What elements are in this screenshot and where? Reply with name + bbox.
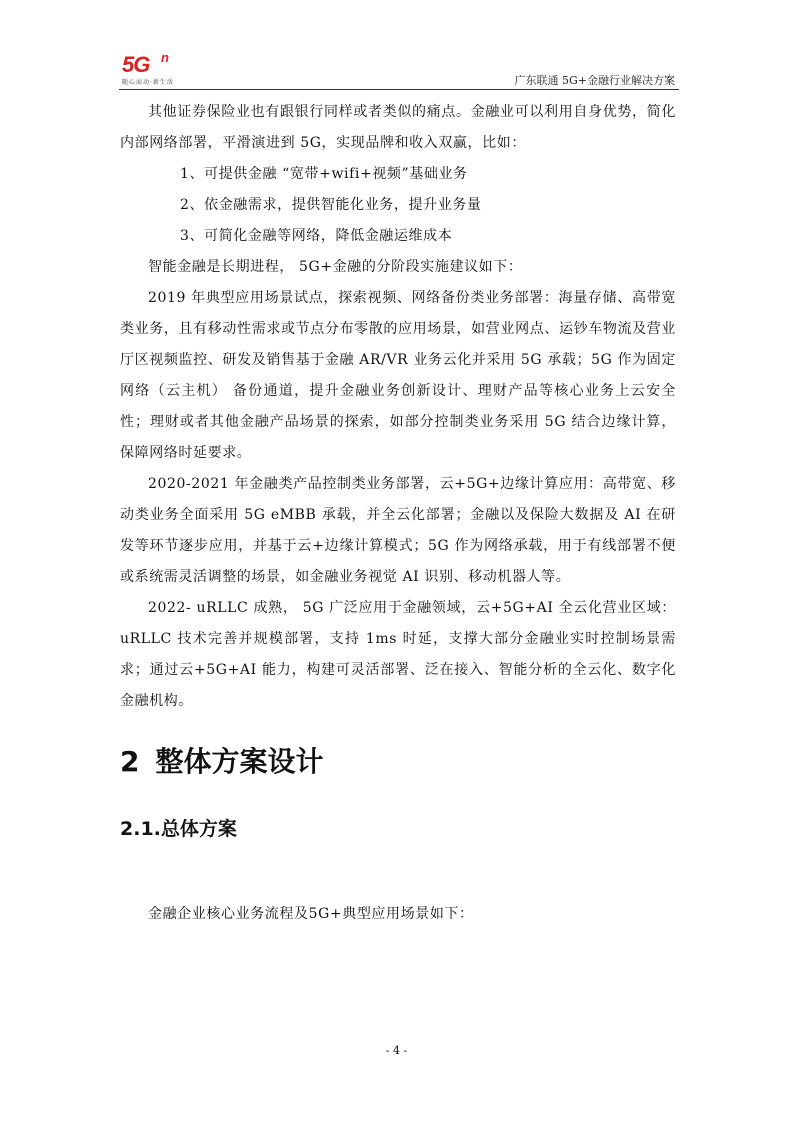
- subsection-intro: 金融企业核心业务流程及5G+典型应用场景如下：: [148, 906, 474, 922]
- subsection-number: 2.1.: [120, 818, 161, 840]
- paragraph-phases-intro: 智能金融是长期进程， 5G+金融的分阶段实施建议如下：: [148, 259, 523, 275]
- logo-main-text: 5G: [122, 52, 150, 77]
- body-content: [120, 97, 676, 717]
- document-title: 广东联通 5G+金融行业解决方案: [514, 74, 675, 87]
- section-title: 整体方案设计: [155, 745, 324, 778]
- page-number: - 4 -: [385, 1044, 408, 1057]
- section-number: 2: [120, 745, 140, 778]
- logo-slogan: 随心而动·新生活: [122, 79, 174, 86]
- paragraph-phase-2019: 2019 年典型应用场景试点，探索视频、网络备份类业务部署：海量存储、高带宽类业务，且有移动性需求或节点分布零散的应用场景，如营业网点、运钞车物流及营业厅区视频监控、研发及销售基于金融 AR/VR 业务云化并采用 5G 承载；5G 作为固定网络（云主机） 备份通道，提升金融业务创新设计、理财产品等核心业务上云安全性；理财或者其他金融产品场景的探索，如部分控制类业务采用 5G 结合边缘计算，保障网络时延要求。: [120, 290, 676, 461]
- 5gn-logo: [119, 50, 189, 88]
- paragraph-phase-2022: 2022- uRLLC 成熟， 5G 广泛应用于金融领域，云+5G+AI 全云化营业区域：uRLLC 技术完善并规模部署，支持 1ms 时延，支撑大部分金融业实时控制场景需求；通过云+5G+AI 能力，构建可灵活部署、泛在接入、智能分析的全云化、数字化金融机构。: [120, 600, 676, 709]
- header-divider: [119, 89, 679, 90]
- page-header: [119, 52, 679, 90]
- logo-superscript: n: [161, 50, 169, 65]
- paragraph-pain-points: 其他证券保险业也有跟银行同样或者类似的痛点。金融业可以利用自身优势，简化内部网络部署，平滑演进到 5G，实现品牌和收入双赢，比如：: [120, 104, 676, 151]
- list-item-3: 3、可简化金融等网络，降低金融运维成本: [180, 228, 453, 244]
- section-heading: [120, 742, 324, 782]
- subsection-heading: [120, 814, 237, 844]
- paragraph-phase-2020: 2020-2021 年金融类产品控制类业务部署，云+5G+边缘计算应用：高带宽、移动类业务全面采用 5G eMBB 承载，并全云化部署；金融以及保险大数据及 AI 在研发等环节逐步应用，并基于云+边缘计算模式；5G 作为网络承载，用于有线部署不便或系统需灵活调整的场景，如金融业务视觉 AI 识别、移动机器人等。: [120, 476, 676, 585]
- list-item-1: 1、可提供金融 “宽带+wifi+视频”基础业务: [180, 166, 468, 182]
- subsection-title: 总体方案: [160, 818, 237, 840]
- list-item-2: 2、依金融需求，提供智能化业务，提升业务量: [180, 197, 482, 213]
